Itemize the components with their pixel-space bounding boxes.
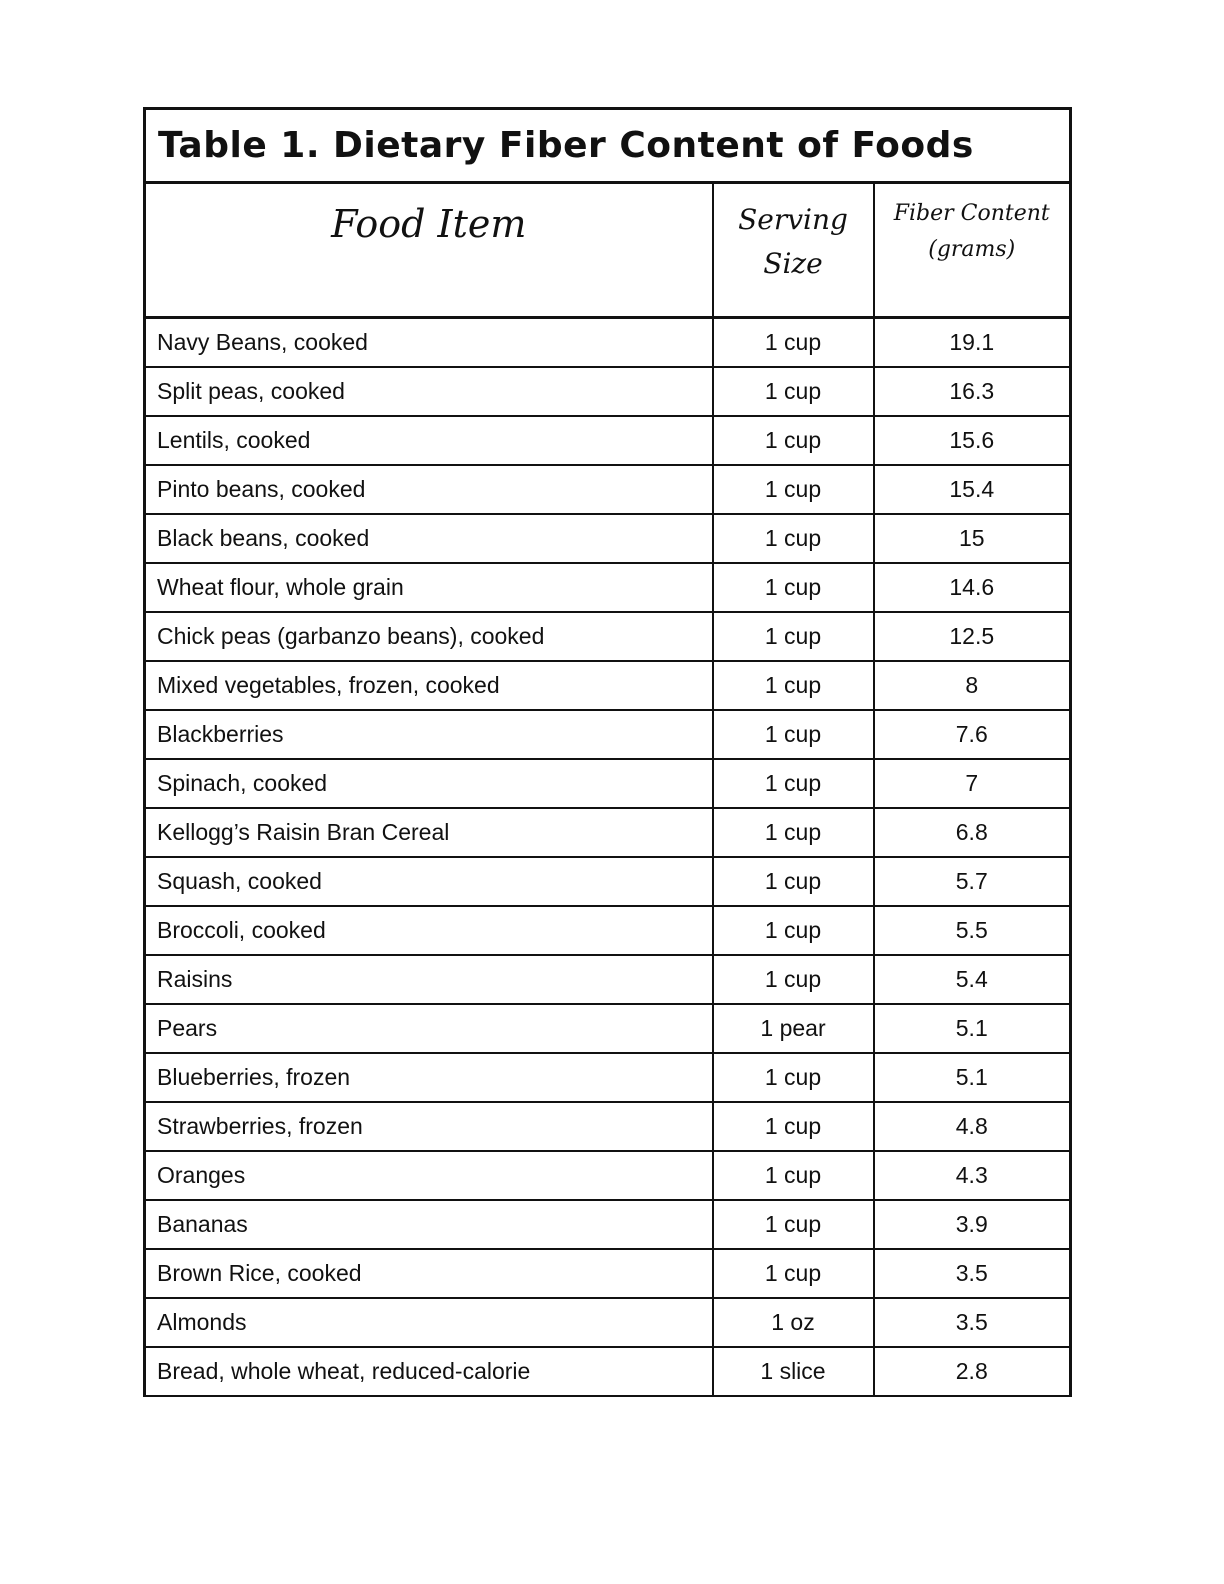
serving-cell: 1 oz (713, 1298, 874, 1347)
table-row (145, 759, 1071, 808)
table-row (145, 465, 1071, 514)
serving-cell: 1 cup (713, 514, 874, 563)
serving-cell: 1 cup (713, 563, 874, 612)
header-food-item-label: Food Item (331, 202, 527, 246)
table-row (145, 514, 1071, 563)
food-cell: Brown Rice, cooked (145, 1249, 713, 1298)
fiber-cell: 3.5 (874, 1249, 1071, 1298)
serving-cell: 1 cup (713, 857, 874, 906)
serving-cell: 1 pear (713, 1004, 874, 1053)
header-food-item (145, 183, 713, 318)
food-cell: Strawberries, frozen (145, 1102, 713, 1151)
fiber-cell: 5.5 (874, 906, 1071, 955)
food-cell: Squash, cooked (145, 857, 713, 906)
table-row (145, 906, 1071, 955)
serving-cell: 1 cup (713, 955, 874, 1004)
fiber-cell: 3.5 (874, 1298, 1071, 1347)
table-row (145, 1004, 1071, 1053)
serving-cell: 1 cup (713, 759, 874, 808)
fiber-cell: 5.4 (874, 955, 1071, 1004)
serving-cell: 1 slice (713, 1347, 874, 1396)
food-cell: Chick peas (garbanzo beans), cooked (145, 612, 713, 661)
fiber-table-container (143, 107, 1069, 1397)
header-serving-size (713, 183, 874, 318)
food-cell: Pears (145, 1004, 713, 1053)
table-row (145, 612, 1071, 661)
table-row (145, 1249, 1071, 1298)
table-row (145, 1298, 1071, 1347)
serving-cell: 1 cup (713, 1053, 874, 1102)
header-fiber-content-line1: Fiber Content (893, 201, 1050, 226)
serving-cell: 1 cup (713, 465, 874, 514)
table-row (145, 1151, 1071, 1200)
fiber-cell: 14.6 (874, 563, 1071, 612)
serving-cell: 1 cup (713, 661, 874, 710)
table-row (145, 1053, 1071, 1102)
fiber-cell: 2.8 (874, 1347, 1071, 1396)
food-cell: Split peas, cooked (145, 367, 713, 416)
food-cell: Almonds (145, 1298, 713, 1347)
serving-cell: 1 cup (713, 318, 874, 368)
fiber-cell: 5.1 (874, 1053, 1071, 1102)
serving-cell: 1 cup (713, 1102, 874, 1151)
table-row (145, 318, 1071, 368)
fiber-cell: 6.8 (874, 808, 1071, 857)
header-serving-size-line1: Serving (738, 203, 848, 236)
fiber-cell: 3.9 (874, 1200, 1071, 1249)
fiber-cell: 7 (874, 759, 1071, 808)
food-cell: Lentils, cooked (145, 416, 713, 465)
fiber-cell: 5.7 (874, 857, 1071, 906)
table-row (145, 1347, 1071, 1396)
table-row (145, 857, 1071, 906)
title-row (145, 109, 1071, 183)
header-fiber-content (874, 183, 1071, 318)
serving-cell: 1 cup (713, 1151, 874, 1200)
fiber-table (143, 107, 1072, 1397)
food-cell: Wheat flour, whole grain (145, 563, 713, 612)
fiber-cell: 12.5 (874, 612, 1071, 661)
header-serving-size-line2: Size (763, 247, 823, 280)
serving-cell: 1 cup (713, 808, 874, 857)
fiber-cell: 15.4 (874, 465, 1071, 514)
table-row (145, 367, 1071, 416)
serving-cell: 1 cup (713, 416, 874, 465)
food-cell: Blackberries (145, 710, 713, 759)
food-cell: Raisins (145, 955, 713, 1004)
table-row (145, 710, 1071, 759)
header-row (145, 183, 1071, 318)
serving-cell: 1 cup (713, 906, 874, 955)
serving-cell: 1 cup (713, 1200, 874, 1249)
table-row (145, 661, 1071, 710)
fiber-cell: 4.8 (874, 1102, 1071, 1151)
food-cell: Blueberries, frozen (145, 1053, 713, 1102)
food-cell: Kellogg’s Raisin Bran Cereal (145, 808, 713, 857)
food-cell: Broccoli, cooked (145, 906, 713, 955)
food-cell: Bread, whole wheat, reduced-calorie (145, 1347, 713, 1396)
header-fiber-content-line2: (grams) (928, 237, 1016, 262)
table-title: Table 1. Dietary Fiber Content of Foods (145, 109, 1071, 183)
fiber-cell: 8 (874, 661, 1071, 710)
table-row (145, 1200, 1071, 1249)
fiber-cell: 19.1 (874, 318, 1071, 368)
serving-cell: 1 cup (713, 612, 874, 661)
fiber-cell: 4.3 (874, 1151, 1071, 1200)
table-row (145, 563, 1071, 612)
food-cell: Navy Beans, cooked (145, 318, 713, 368)
table-body (145, 318, 1071, 1397)
fiber-cell: 7.6 (874, 710, 1071, 759)
food-cell: Oranges (145, 1151, 713, 1200)
table-row (145, 416, 1071, 465)
table-row (145, 1102, 1071, 1151)
table-row (145, 955, 1071, 1004)
table-row (145, 808, 1071, 857)
fiber-cell: 15.6 (874, 416, 1071, 465)
food-cell: Black beans, cooked (145, 514, 713, 563)
food-cell: Spinach, cooked (145, 759, 713, 808)
food-cell: Mixed vegetables, frozen, cooked (145, 661, 713, 710)
serving-cell: 1 cup (713, 367, 874, 416)
food-cell: Pinto beans, cooked (145, 465, 713, 514)
serving-cell: 1 cup (713, 710, 874, 759)
fiber-cell: 16.3 (874, 367, 1071, 416)
serving-cell: 1 cup (713, 1249, 874, 1298)
fiber-cell: 5.1 (874, 1004, 1071, 1053)
fiber-cell: 15 (874, 514, 1071, 563)
food-cell: Bananas (145, 1200, 713, 1249)
